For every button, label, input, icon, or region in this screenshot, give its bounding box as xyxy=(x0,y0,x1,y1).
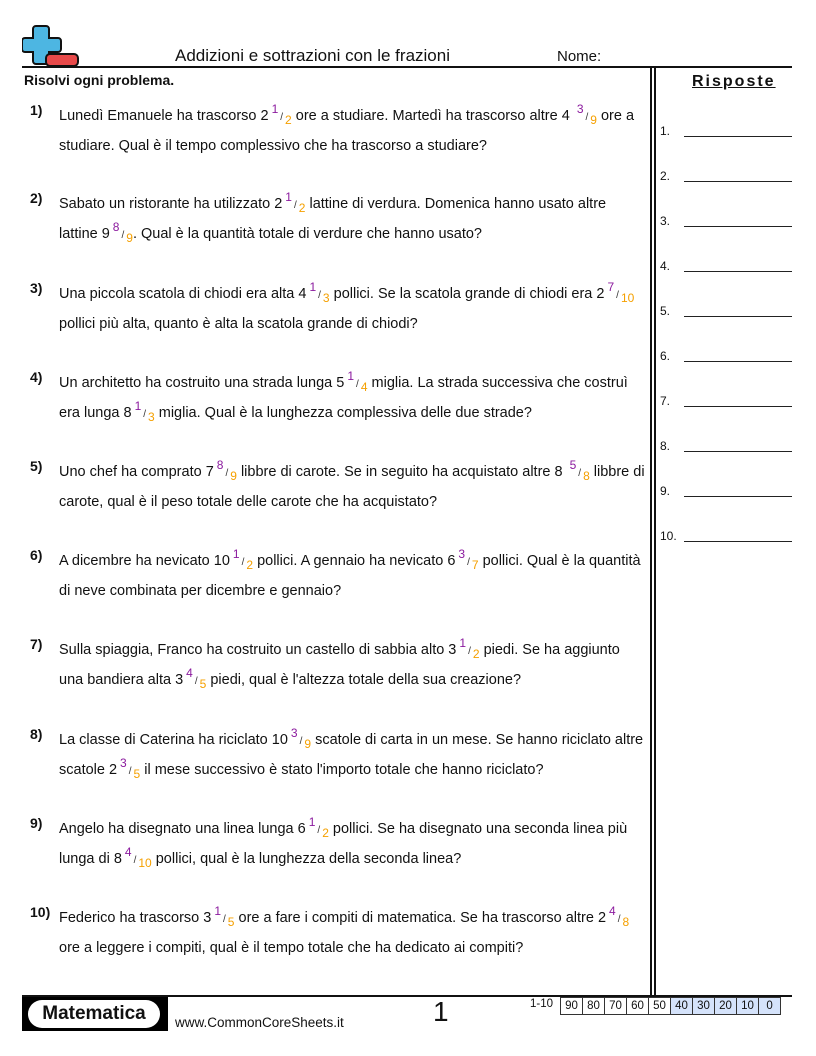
fraction-numerator: 1 xyxy=(232,547,240,561)
fraction xyxy=(110,220,133,245)
fraction-slash: / xyxy=(299,736,303,747)
fraction-denominator: 8 xyxy=(583,469,590,483)
answer-number: 9. xyxy=(660,484,671,498)
problem-text: Una piccola scatola di chiodi era alta 4 $^1$/ $_3$ pollici. Se la scatola grande di chiodi era 2 $^7$/ $_{10}$ pollici più alta, quanto è alta la scatola grande di chiodi? xyxy=(59,280,635,332)
fraction-slash: / xyxy=(317,825,321,836)
fraction-denominator: 2 xyxy=(246,558,254,572)
page-number: 1 xyxy=(433,996,449,1027)
fraction-denominator: 9 xyxy=(126,231,133,245)
answer-row xyxy=(660,484,792,500)
fraction-numerator: 1 xyxy=(134,399,142,413)
problem-number: 1) xyxy=(30,102,43,118)
fraction-denominator: 5 xyxy=(227,915,235,929)
answer-row xyxy=(660,394,792,410)
fraction-slash: / xyxy=(133,855,137,866)
fraction xyxy=(306,815,329,840)
fraction-denominator: 4 xyxy=(360,380,368,394)
answer-row xyxy=(660,259,792,275)
fraction xyxy=(183,666,207,691)
fraction-numerator: 5 xyxy=(569,458,577,472)
fraction-denominator: 2 xyxy=(322,826,329,840)
fraction-numerator: 3 xyxy=(576,102,584,116)
fraction-numerator: 3 xyxy=(290,726,298,740)
answer-row xyxy=(660,214,792,230)
answer-blank[interactable] xyxy=(684,406,792,407)
problem-number: 7) xyxy=(30,636,43,652)
fraction-numerator: 1 xyxy=(214,904,222,918)
problem-item xyxy=(30,280,645,338)
score-cell: 30 xyxy=(693,997,715,1015)
problem-number: 5) xyxy=(30,458,43,474)
answer-blank[interactable] xyxy=(684,136,792,137)
problem-text: Angelo ha disegnato una linea lunga 6 $^1$/ $_2$ pollici. Se ha disegnato una seconda linea più lunga di 8 $^4$/ $_{10}$ pollici, qual è la lunghezza della seconda linea? xyxy=(59,815,628,870)
fraction-slash: / xyxy=(356,379,359,390)
problem-number: 2) xyxy=(30,190,43,206)
fraction xyxy=(604,280,635,305)
answer-blank[interactable] xyxy=(684,271,792,272)
fraction xyxy=(344,369,368,394)
answer-blank[interactable] xyxy=(684,541,792,542)
fraction-slash: / xyxy=(194,676,198,687)
header-divider xyxy=(22,66,792,68)
problem-number: 10) xyxy=(30,904,51,920)
problem-item xyxy=(30,726,645,786)
answer-number: 3. xyxy=(660,214,671,228)
fraction-denominator: 7 xyxy=(471,558,479,572)
column-divider xyxy=(650,67,652,995)
score-cell: 70 xyxy=(605,997,627,1015)
fraction xyxy=(122,845,152,870)
instructions: Risolvi ogni problema. xyxy=(24,72,175,88)
fraction-slash: / xyxy=(280,112,284,123)
fraction-denominator: 3 xyxy=(322,291,330,305)
problem-text: Lunedì Emanuele ha trascorso 2 $^1$/ $_2$ ore a studiare. Martedì ha trascorso altre 4 $^3$/ $_9$ ore a studiare. Qual è il tempo complessivo che ha trascorso a studiare? xyxy=(59,102,635,154)
brand-label: Matematica xyxy=(28,1000,160,1028)
fraction-slash: / xyxy=(616,290,619,301)
problem-number: 4) xyxy=(30,369,43,385)
fraction-numerator: 1 xyxy=(285,190,292,204)
problem-number: 6) xyxy=(30,547,43,563)
answer-blank[interactable] xyxy=(684,496,792,497)
fraction xyxy=(117,756,141,781)
fraction-slash: / xyxy=(143,409,147,420)
worksheet-title: Addizioni e sottrazioni con le frazioni xyxy=(175,46,450,65)
problem-item xyxy=(30,458,645,516)
fraction-numerator: 4 xyxy=(124,845,132,859)
fraction-slash: / xyxy=(121,230,125,241)
fraction-slash: / xyxy=(585,112,589,123)
fraction-numerator: 1 xyxy=(308,815,316,829)
answer-row xyxy=(660,304,792,320)
score-cell: 0 xyxy=(759,997,781,1015)
fraction-denominator: 9 xyxy=(304,737,312,751)
answer-blank[interactable] xyxy=(684,451,792,452)
fraction-slash: / xyxy=(241,557,245,568)
problem-item xyxy=(30,547,645,605)
fraction-denominator: 10 xyxy=(620,291,635,305)
answer-number: 2. xyxy=(660,169,671,183)
fraction-numerator: 4 xyxy=(186,666,193,680)
fraction-denominator: 9 xyxy=(230,469,237,483)
fraction-numerator: 8 xyxy=(216,458,224,472)
fraction-denominator: 10 xyxy=(138,856,152,870)
fraction-numerator: 1 xyxy=(347,369,355,383)
fraction-numerator: 1 xyxy=(459,636,467,650)
problem-item xyxy=(30,904,645,962)
answer-blank[interactable] xyxy=(684,361,792,362)
problem-item xyxy=(30,369,645,429)
fraction xyxy=(567,458,590,483)
answer-number: 7. xyxy=(660,394,671,408)
fraction-denominator: 8 xyxy=(622,915,630,929)
fraction xyxy=(282,190,306,215)
problem-text: Un architetto ha costruito una strada lunga 5 $^1$/ $_4$ miglia. La strada successiva che costruì era lunga 8 $^1$/ $_3$ miglia. Qual è la lunghezza complessiva delle due strade? xyxy=(59,369,628,424)
problem-text: Sulla spiaggia, Franco ha costruito un castello di sabbia alto 3 $^1$/ $_2$ piedi. Se ha aggiunto una bandiera alta 3 $^4$/ $_5$ piedi, qual è l'altezza totale della sua creazione? xyxy=(59,636,620,691)
fraction-slash: / xyxy=(128,766,132,777)
fraction-slash: / xyxy=(223,914,226,925)
fraction-slash: / xyxy=(293,200,297,211)
name-label: Nome: xyxy=(557,48,602,65)
problem-number: 9) xyxy=(30,815,43,831)
score-cell: 60 xyxy=(627,997,649,1015)
fraction-slash: / xyxy=(617,914,621,925)
fraction-numerator: 7 xyxy=(607,280,615,294)
score-label: 1-10 xyxy=(530,998,554,1010)
problem-text: Uno chef ha comprato 7 $^8$/ $_9$ libbre di carote. Se in seguito ha acquistato altre 8 $^5$/ $_8$ libbre di carote, qual è il peso totale delle carote che ha acquistato? xyxy=(59,458,645,510)
score-table xyxy=(530,997,781,1015)
problem-text: La classe di Caterina ha riciclato 10 $^3$/ $_9$ scatole di carta in un mese. Se hanno riciclato altre scatole 2 $^3$/ $_5$ il mese successivo è stato l'importo totale che hanno riciclato? xyxy=(59,726,644,781)
answer-row xyxy=(660,529,792,545)
fraction-denominator: 5 xyxy=(133,767,141,781)
fraction-denominator: 2 xyxy=(285,113,292,127)
answer-blank[interactable] xyxy=(684,316,792,317)
problem-text: Sabato un ristorante ha utilizzato 2 $^1$/ $_2$ lattine di verdura. Domenica hanno usato altre lattine 9 $^8$/ $_9$. Qual è la quantità totale di verdure che hanno usato? xyxy=(59,190,607,245)
answer-number: 4. xyxy=(660,259,671,273)
answer-number: 5. xyxy=(660,304,671,318)
problem-number: 8) xyxy=(30,726,43,742)
fraction-denominator: 9 xyxy=(590,113,597,127)
problem-item xyxy=(30,102,645,160)
problem-text: Federico ha trascorso 3 $^1$/ $_5$ ore a fare i compiti di matematica. Se ha trascorso altre 2 $^4$/ $_8$ ore a leggere i compiti, qual è il tempo totale che ha dedicato ai compiti? xyxy=(59,904,630,956)
answers-title: Risposte xyxy=(692,73,776,90)
problem-item xyxy=(30,190,645,250)
fraction xyxy=(214,458,237,483)
score-cell: 20 xyxy=(715,997,737,1015)
website-link[interactable]: www.CommonCoreSheets.it xyxy=(175,1015,344,1030)
answer-number: 1. xyxy=(660,124,671,138)
fraction xyxy=(230,547,254,572)
answer-blank[interactable] xyxy=(684,181,792,182)
fraction xyxy=(306,280,330,305)
fraction-denominator: 2 xyxy=(298,201,306,215)
answer-row xyxy=(660,124,792,140)
column-divider xyxy=(654,67,656,995)
fraction-denominator: 5 xyxy=(199,677,207,691)
problem-item xyxy=(30,815,645,875)
score-cell: 90 xyxy=(560,997,583,1015)
fraction xyxy=(288,726,312,751)
problem-item xyxy=(30,636,645,696)
score-cell: 10 xyxy=(737,997,759,1015)
fraction xyxy=(606,904,630,929)
answer-number: 6. xyxy=(660,349,671,363)
fraction-denominator: 2 xyxy=(472,647,480,661)
fraction xyxy=(455,547,479,572)
answer-number: 8. xyxy=(660,439,671,453)
fraction-slash: / xyxy=(318,290,321,301)
fraction-numerator: 3 xyxy=(458,547,466,561)
answer-row xyxy=(660,169,792,185)
answer-row xyxy=(660,349,792,365)
fraction-slash: / xyxy=(578,468,582,479)
fraction-slash: / xyxy=(467,557,470,568)
score-cell: 80 xyxy=(583,997,605,1015)
fraction-numerator: 1 xyxy=(271,102,279,116)
answer-number: 10. xyxy=(660,529,677,543)
fraction xyxy=(574,102,597,127)
fraction xyxy=(211,904,235,929)
fraction xyxy=(132,399,155,424)
fraction-slash: / xyxy=(468,646,471,657)
score-cell: 40 xyxy=(671,997,693,1015)
problem-text: A dicembre ha nevicato 10 $^1$/ $_2$ pollici. A gennaio ha nevicato 6 $^3$/ $_7$ pollici. Qual è la quantità di neve combinata per dicembre e gennaio? xyxy=(59,547,641,599)
fraction-numerator: 4 xyxy=(609,904,616,918)
problem-number: 3) xyxy=(30,280,43,296)
answer-row xyxy=(660,439,792,455)
brand-badge xyxy=(22,997,168,1031)
fraction-numerator: 1 xyxy=(309,280,317,294)
fraction xyxy=(269,102,292,127)
fraction-slash: / xyxy=(225,468,229,479)
fraction-denominator: 3 xyxy=(148,410,155,424)
fraction xyxy=(456,636,480,661)
math-logo-icon xyxy=(22,24,80,68)
score-cell: 50 xyxy=(649,997,671,1015)
answer-blank[interactable] xyxy=(684,226,792,227)
fraction-numerator: 3 xyxy=(120,756,127,770)
fraction-numerator: 8 xyxy=(112,220,120,234)
